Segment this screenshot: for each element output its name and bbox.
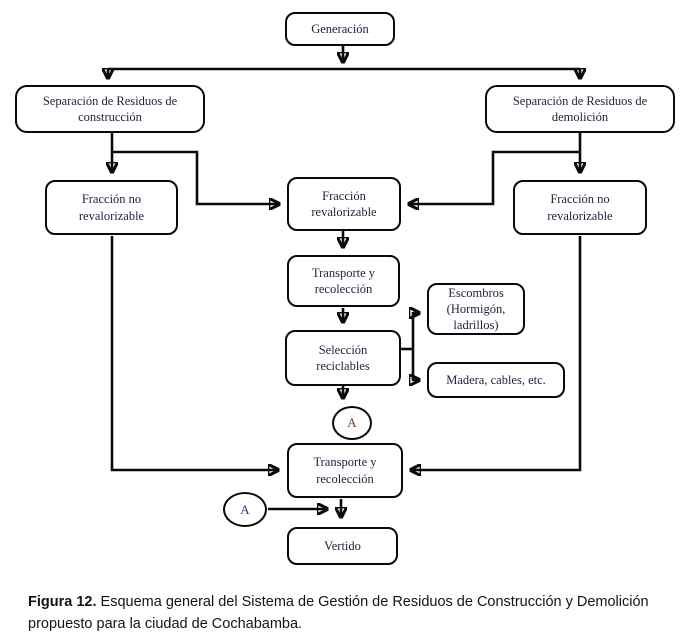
node-fraccion-revalorizable-label: Fracción revalorizable [311, 188, 377, 219]
node-vertido-label: Vertido [324, 538, 361, 553]
node-separacion-demolicion-label: Separación de Residuos de demolición [512, 93, 648, 124]
figure-caption-label: Figura 12. [28, 594, 97, 610]
node-fraccion-no-revalorizable-izquierda [45, 180, 178, 235]
node-seleccion-reciclables [285, 330, 401, 386]
node-seleccion-reciclables-label: Selección reciclables [316, 342, 370, 373]
node-fraccion-no-revalorizable-derecha-label: Fracción no revalorizable [547, 192, 613, 223]
node-conector-a-2 [223, 492, 267, 527]
figure-caption [28, 592, 680, 636]
node-conector-a-2-label: A [240, 501, 250, 517]
node-transporte-recoleccion-1 [287, 255, 400, 307]
node-transporte-recoleccion-2-label: Transporte y recolección [313, 455, 377, 486]
node-separacion-demolicion [485, 85, 675, 133]
node-fraccion-no-revalorizable-izquierda-label: Fracción no revalorizable [78, 192, 145, 223]
figure-caption-text: Esquema general del Sistema de Gestión de Residuos de Construcción y Demolición propuesto para la ciudad de Cochabamba. [28, 594, 649, 632]
node-madera-cables-label: Madera, cables, etc. [446, 372, 546, 387]
node-conector-a-1 [332, 406, 372, 440]
node-vertido [287, 527, 398, 565]
node-escombros-label: Escombros (Hormigón, ladrillos) [446, 285, 506, 333]
node-transporte-recoleccion-2 [287, 443, 403, 498]
node-conector-a-1-label: A [347, 415, 357, 430]
node-separacion-construccion [15, 85, 205, 133]
node-madera-cables [427, 362, 565, 398]
node-separacion-construccion-label: Separación de Residuos de construcción [42, 93, 178, 124]
node-transporte-recoleccion-1-label: Transporte y recolección [311, 265, 376, 296]
node-fraccion-no-revalorizable-derecha [513, 180, 647, 235]
node-generacion [285, 12, 395, 46]
node-fraccion-revalorizable [287, 177, 401, 231]
node-escombros [427, 283, 525, 335]
node-generacion-label: Generación [311, 21, 369, 36]
